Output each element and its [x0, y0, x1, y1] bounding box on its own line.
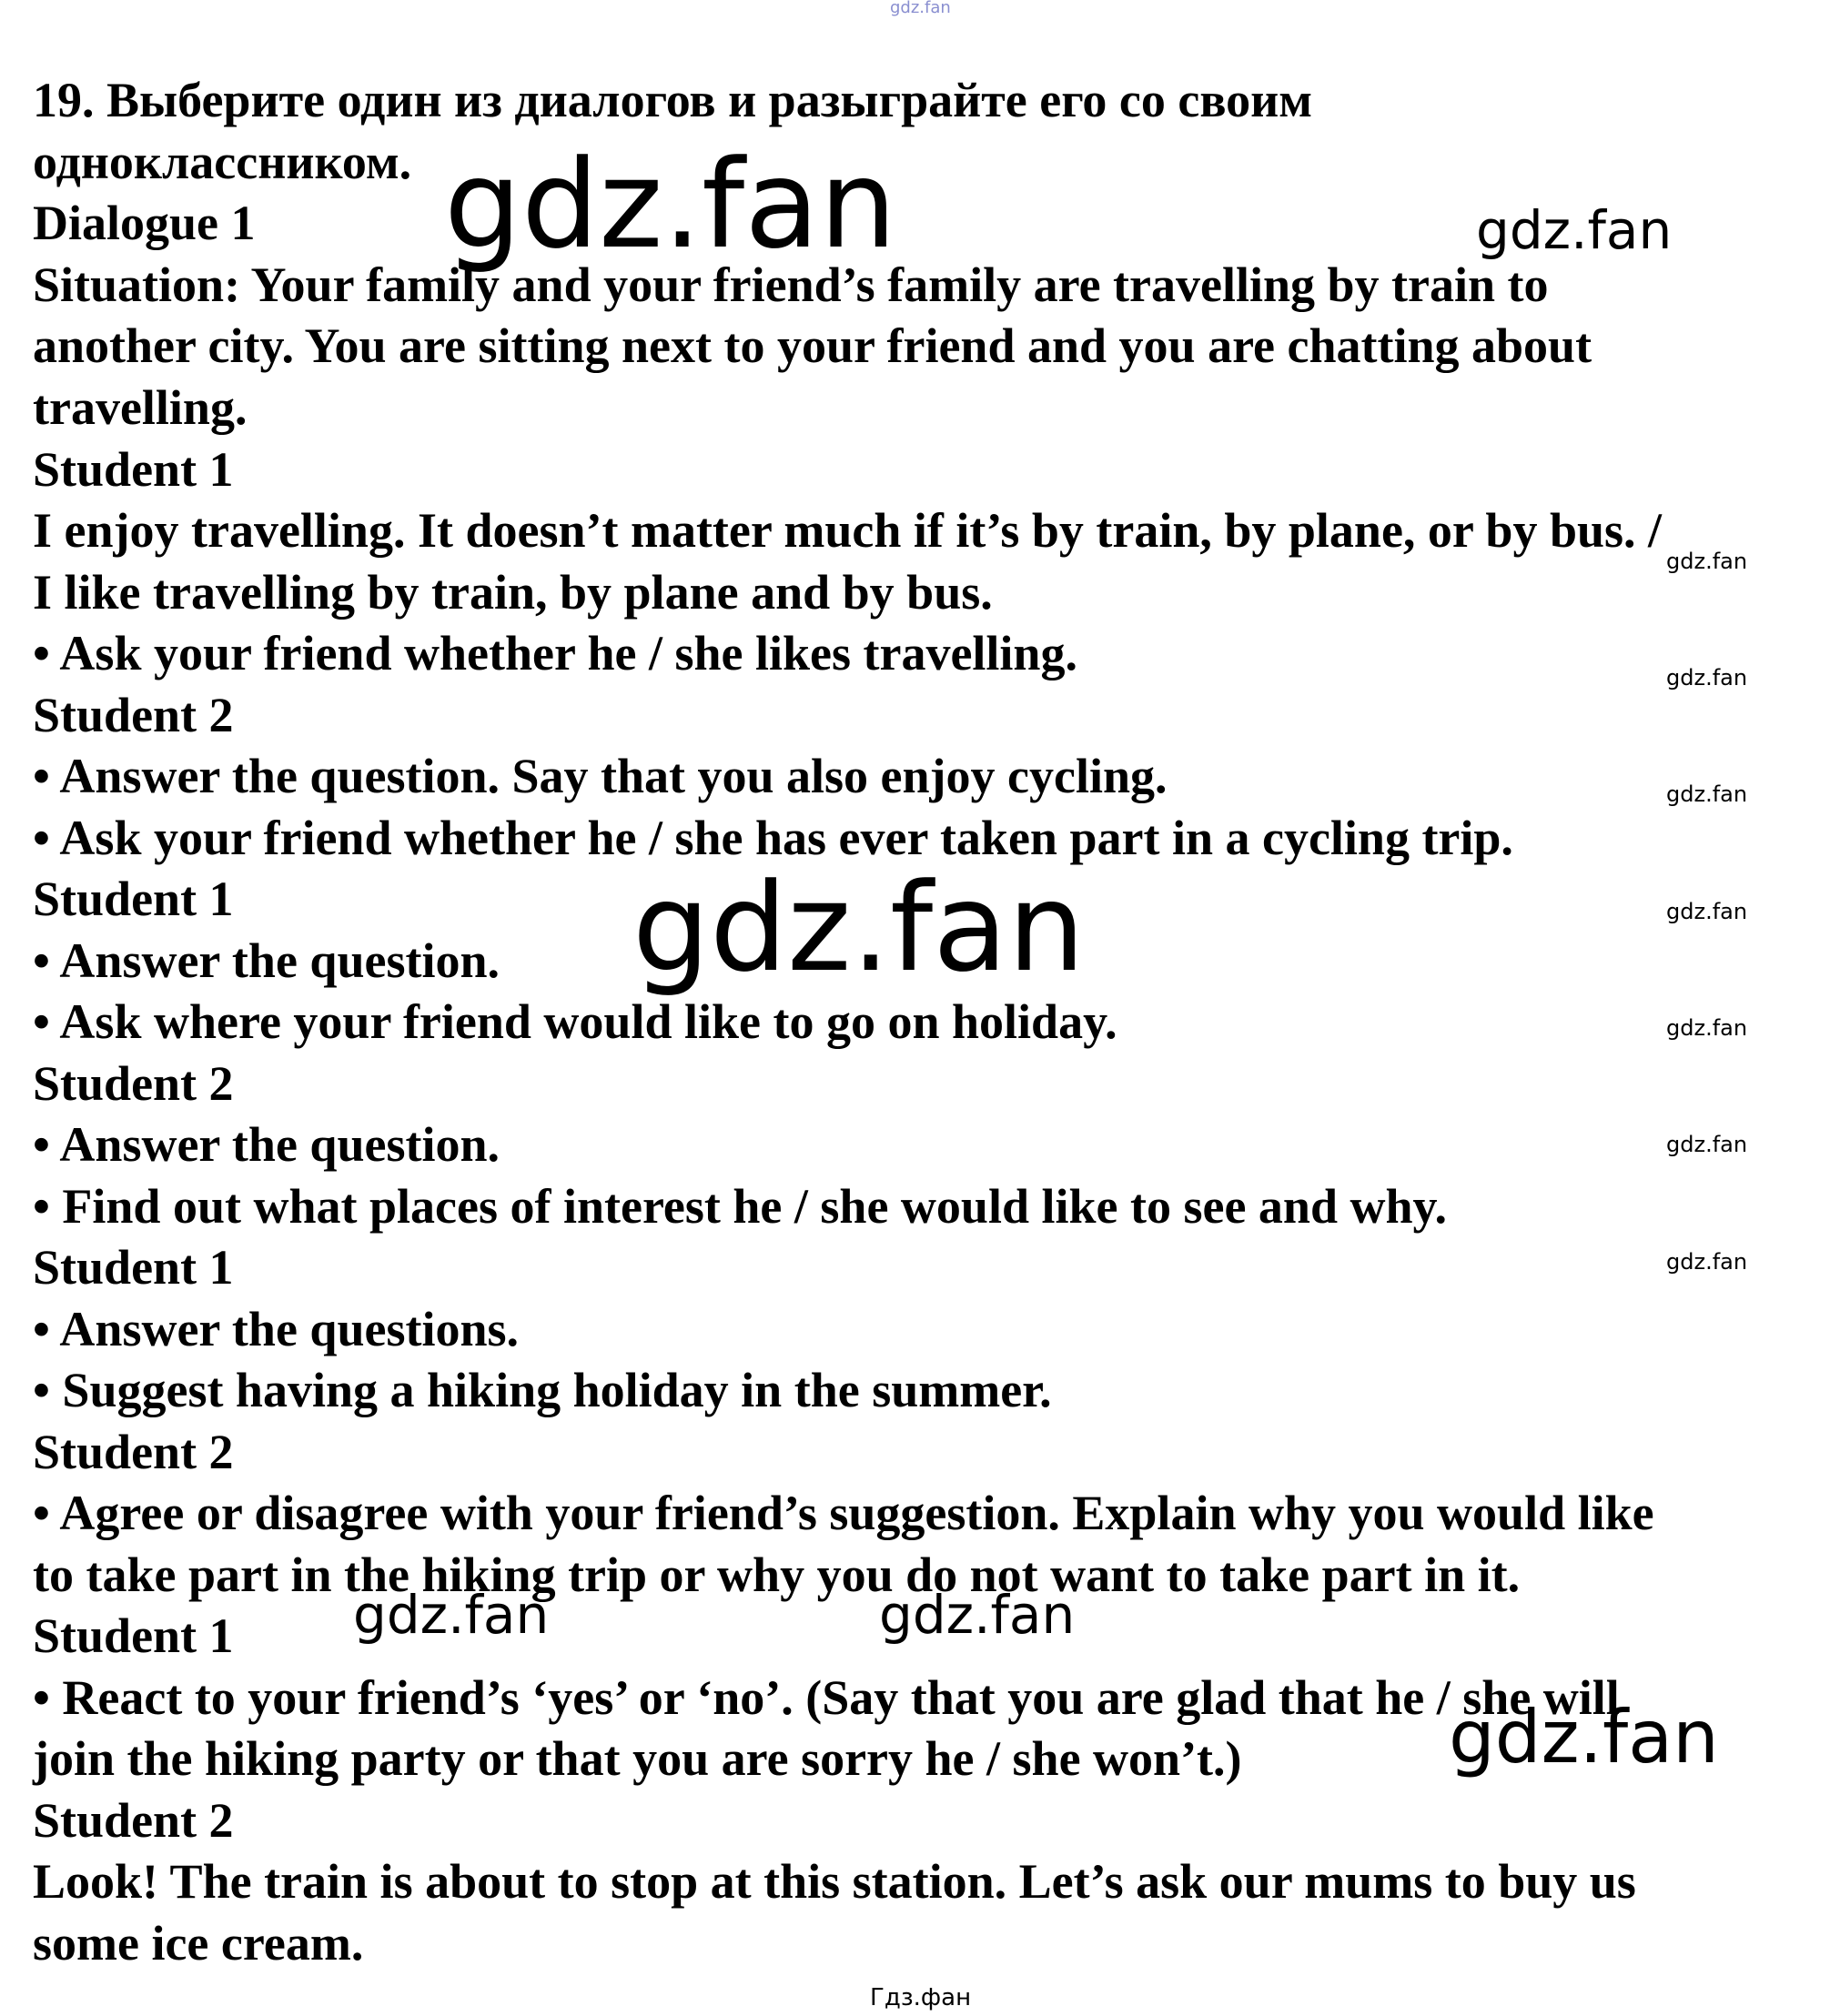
speaker-label: Student 2 [33, 1425, 234, 1479]
watermark-small: gdz.fan [1666, 665, 1748, 690]
dialogue-line: I enjoy travelling. It doesn’t matter much if it’s by train, by plane, or by bus. / [33, 503, 1663, 558]
instruction-bullet: • Ask your friend whether he / she likes travelling. [33, 626, 1077, 680]
situation-line-3: travelling. [33, 380, 248, 435]
situation-line-2: another city. You are sitting next to your friend and you are chatting about [33, 318, 1592, 373]
watermark-medium: gdz.fan [353, 1584, 550, 1646]
watermark-top: gdz.fan [890, 0, 951, 17]
speaker-label: Student 2 [33, 688, 234, 742]
watermark-small: gdz.fan [1666, 1249, 1748, 1275]
watermark-medium: gdz.fan [879, 1584, 1076, 1646]
instruction-continuation: to take part in the hiking trip or why you do not want to take part in it. [33, 1547, 1521, 1602]
watermark-footer: Гдз.фан [870, 1984, 972, 2011]
task-heading-line-2: одноклассником. [33, 135, 412, 189]
watermark-small: gdz.fan [1666, 1132, 1748, 1157]
situation-line-1: Situation: Your family and your friend’s family are travelling by train to [33, 257, 1549, 312]
task-heading-line-1: 19. Выберите один из диалогов и разыграйте его со своим [33, 73, 1313, 127]
instruction-continuation: join the hiking party or that you are sorry he / she won’t.) [33, 1731, 1242, 1786]
speaker-label: Student 1 [33, 1608, 234, 1663]
speaker-label: Student 1 [33, 872, 234, 926]
watermark-small: gdz.fan [1666, 899, 1748, 924]
dialogue-line: I like travelling by train, by plane and by bus. [33, 565, 993, 620]
speaker-label: Student 1 [33, 1240, 234, 1295]
instruction-bullet: • React to your friend’s ‘yes’ or ‘no’. (Say that you are glad that he / she will [33, 1670, 1620, 1725]
instruction-bullet: • Ask your friend whether he / she has ever taken part in a cycling trip. [33, 811, 1513, 865]
instruction-bullet: • Agree or disagree with your friend’s suggestion. Explain why you would like [33, 1486, 1654, 1540]
watermark-small: gdz.fan [1666, 549, 1748, 574]
watermark-large: gdz.fan [1449, 1695, 1719, 1779]
instruction-bullet: • Answer the questions. [33, 1302, 519, 1356]
watermark-small: gdz.fan [1666, 1015, 1748, 1041]
speaker-label: Student 2 [33, 1056, 234, 1111]
watermark-small: gdz.fan [1666, 781, 1748, 807]
watermark-large: gdz.fan [444, 134, 897, 276]
instruction-bullet: • Answer the question. [33, 1117, 500, 1172]
instruction-bullet: • Find out what places of interest he / she would like to see and why. [33, 1179, 1448, 1234]
watermark-large: gdz.fan [632, 857, 1086, 999]
speaker-label: Student 2 [33, 1793, 234, 1848]
dialogue-line: Look! The train is about to stop at this station. Let’s ask our mums to buy us [33, 1854, 1636, 1909]
watermark-medium: gdz.fan [1476, 199, 1673, 261]
instruction-bullet: • Ask where your friend would like to go on holiday. [33, 994, 1117, 1049]
dialogue-title: Dialogue 1 [33, 196, 256, 250]
instruction-bullet: • Answer the question. [33, 933, 500, 988]
dialogue-line: some ice cream. [33, 1916, 364, 1971]
instruction-bullet: • Answer the question. Say that you also enjoy cycling. [33, 749, 1168, 803]
speaker-label: Student 1 [33, 442, 234, 497]
instruction-bullet: • Suggest having a hiking holiday in the summer. [33, 1363, 1052, 1417]
